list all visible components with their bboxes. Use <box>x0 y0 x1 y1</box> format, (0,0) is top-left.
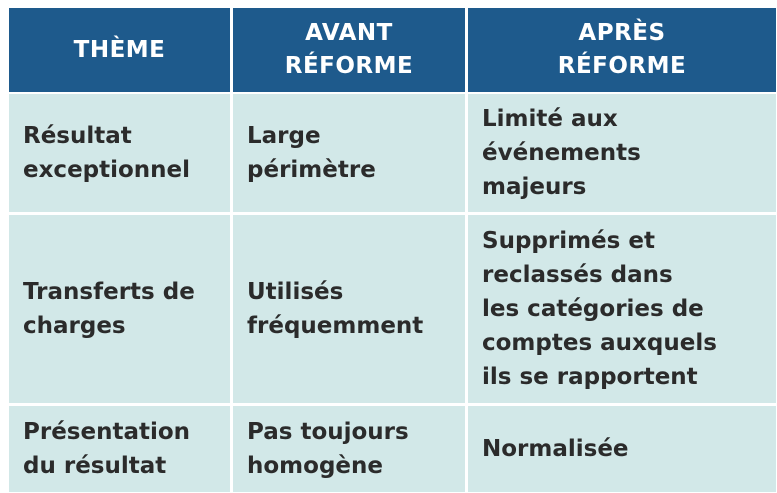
row-3-before: Pas toujours homogène <box>233 406 468 492</box>
row-3-theme: Présentation du résultat <box>9 406 233 492</box>
header-after-reform: APRÈS RÉFORME <box>468 8 776 94</box>
row-2-after: Supprimés et reclassés dans les catégories de comptes auxquels ils se rapportent <box>468 215 776 406</box>
row-1-theme: Résultat exceptionnel <box>9 94 233 215</box>
header-before-reform: AVANT RÉFORME <box>233 8 468 94</box>
comparison-table <box>9 8 776 492</box>
row-2-theme: Transferts de charges <box>9 215 233 406</box>
row-3-after: Normalisée <box>468 406 776 492</box>
row-1-before: Large périmètre <box>233 94 468 215</box>
row-2-before: Utilisés fréquemment <box>233 215 468 406</box>
row-1-after: Limité aux événements majeurs <box>468 94 776 215</box>
header-theme: THÈME <box>9 8 233 94</box>
